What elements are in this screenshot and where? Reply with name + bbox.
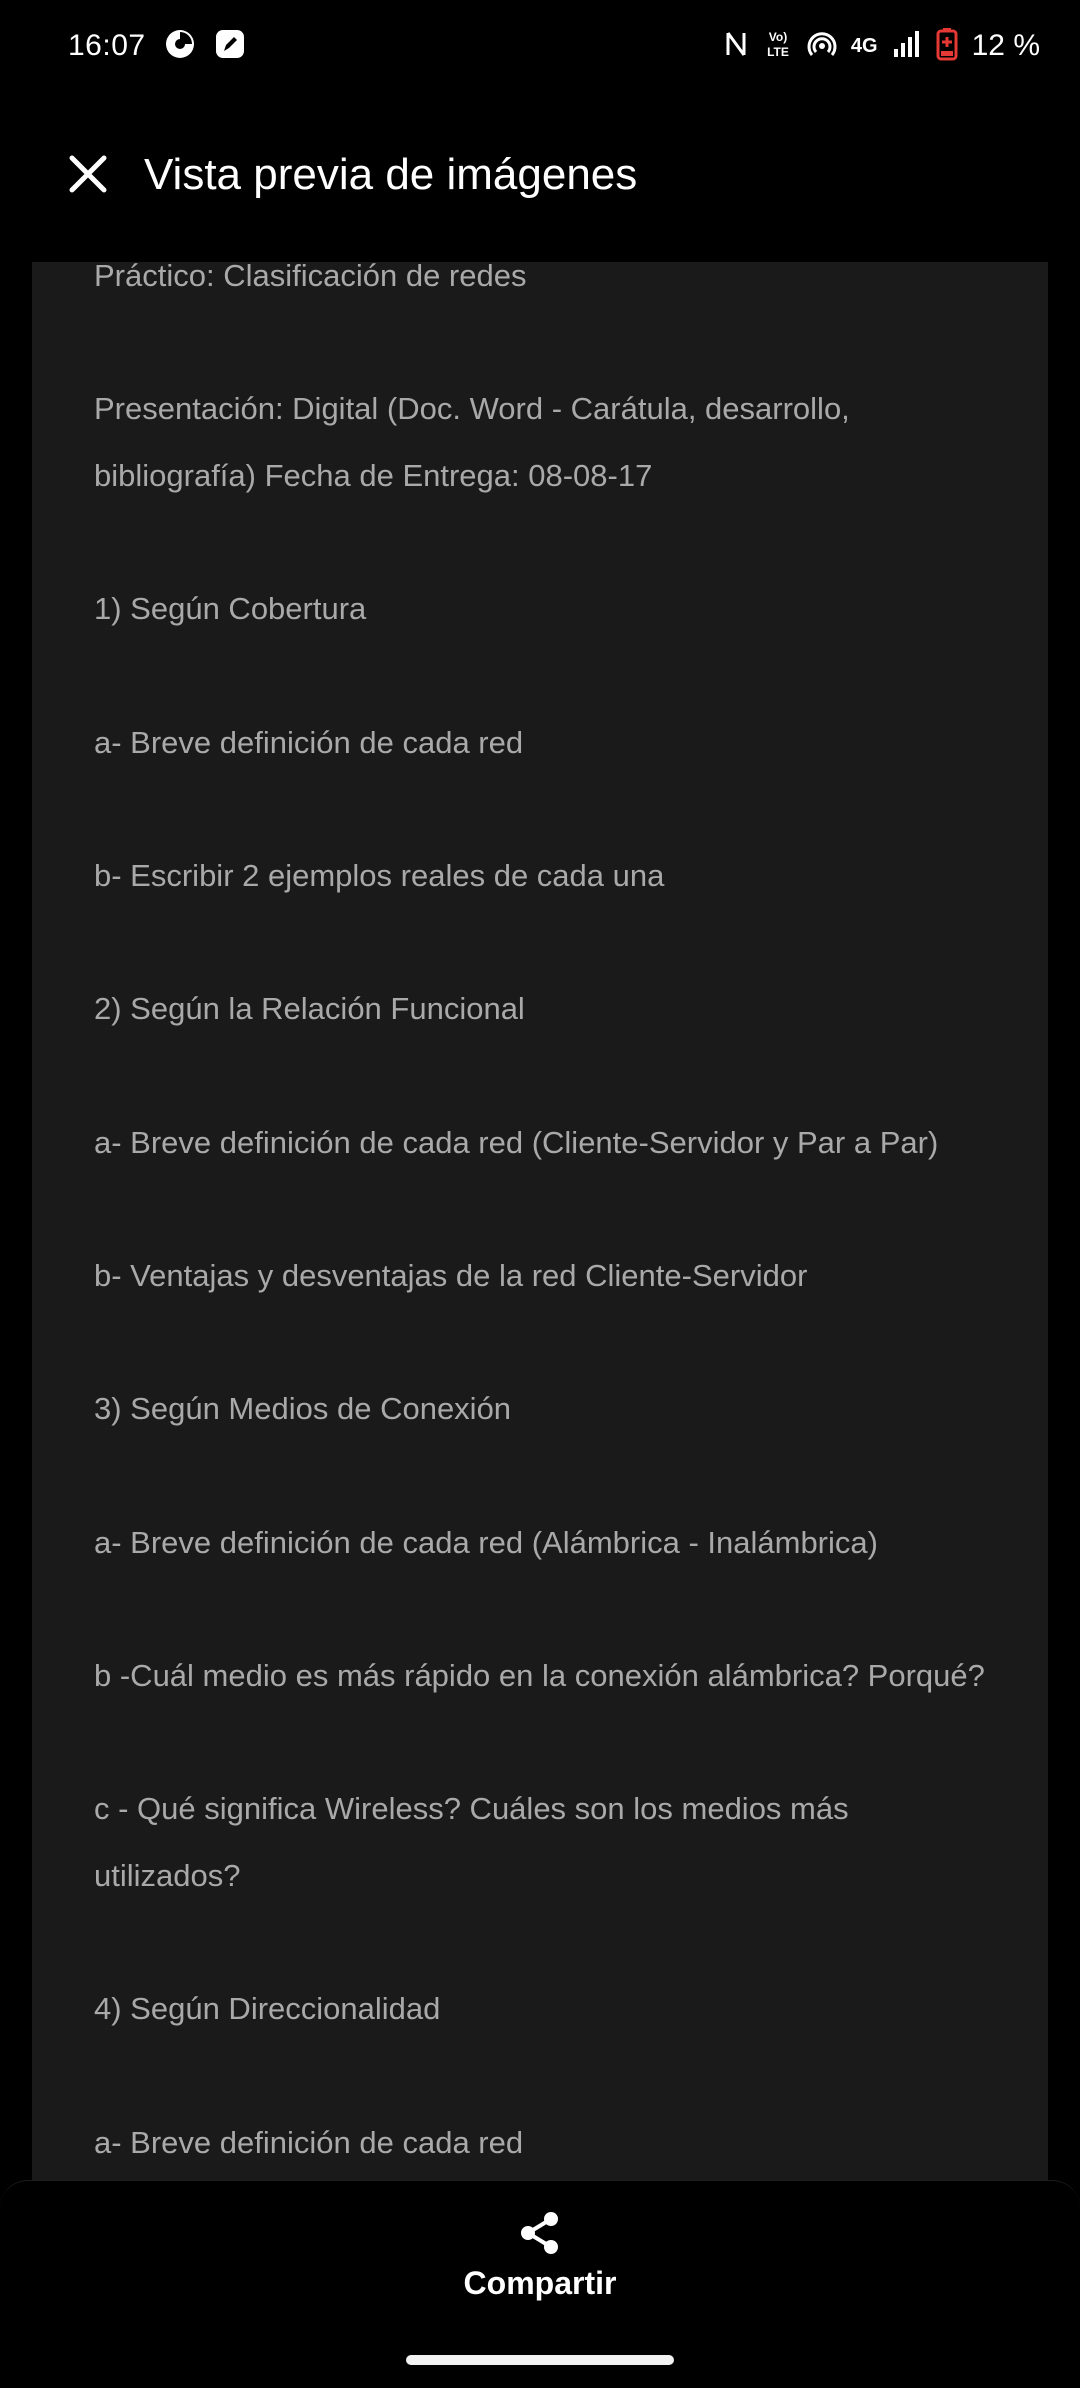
share-button[interactable]: [440, 2211, 640, 2341]
doc-line: 1) Según Cobertura: [94, 591, 367, 626]
bottom-action-bar: [0, 2180, 1080, 2388]
battery-percent: 12 %: [971, 29, 1040, 62]
doc-line: b -Cuál medio es más rápido en la conexión alámbrica? Porqué?: [94, 1658, 985, 1693]
doc-line: c - Qué significa Wireless? Cuáles son los medios más: [94, 1791, 849, 1826]
doc-line: 3) Según Medios de Conexión: [94, 1391, 512, 1426]
close-icon: [68, 154, 108, 194]
status-bar: [0, 0, 1080, 92]
svg-text:LTE: LTE: [767, 44, 789, 59]
status-time: 16:07: [68, 29, 146, 62]
pen-notification-icon: [214, 28, 246, 65]
signal-icon: [892, 29, 922, 64]
nfc-icon: [723, 29, 749, 64]
doc-line: Práctico: Clasificación de redes: [94, 262, 527, 293]
doc-line: Presentación: Digital (Doc. Word - Carátula, desarrollo,: [94, 391, 850, 426]
doc-line: 4) Según Direccionalidad: [94, 1991, 441, 2026]
doc-line: b- Escribir 2 ejemplos reales de cada una: [94, 858, 665, 893]
doc-line: utilizados?: [94, 1858, 241, 1893]
doc-line: a- Breve definición de cada red (Cliente-Servidor y Par a Par): [94, 1125, 939, 1160]
share-icon: [519, 2211, 561, 2255]
home-indicator[interactable]: [406, 2355, 674, 2365]
svg-text:Vo): Vo): [768, 29, 788, 44]
close-button[interactable]: [54, 140, 122, 208]
network-type: 4G: [850, 34, 878, 57]
app-bar: [0, 92, 1080, 262]
doc-line: a- Breve definición de cada red: [94, 2125, 524, 2160]
hotspot-icon: [807, 29, 837, 64]
doc-line: 2) Según la Relación Funcional: [94, 991, 525, 1026]
doc-line: a- Breve definición de cada red: [94, 725, 524, 760]
page-title: Vista previa de imágenes: [144, 150, 638, 199]
share-label: Compartir: [463, 2265, 617, 2301]
doc-line: b- Ventajas y desventajas de la red Cliente-Servidor: [94, 1258, 808, 1293]
image-preview[interactable]: [32, 262, 1048, 2182]
app-notification-icon: [164, 28, 196, 65]
battery-icon: [936, 27, 958, 66]
doc-line: a- Breve definición de cada red (Alámbrica - Inalámbrica): [94, 1525, 878, 1560]
volte-icon: [763, 28, 793, 65]
doc-line: bibliografía) Fecha de Entrega: 08-08-17: [94, 458, 653, 493]
